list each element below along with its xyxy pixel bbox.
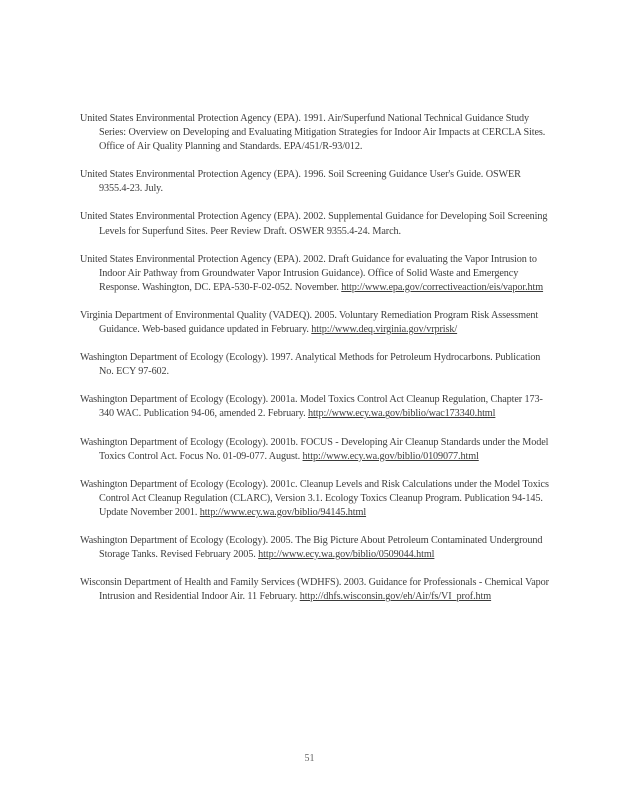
reference-link[interactable]: http://www.ecy.wa.gov/biblio/wac173340.html	[308, 408, 496, 420]
reference-text: Washington Department of Ecology (Ecology). 2001b. FOCUS - Developing Air Cleanup Standards under the Model Toxics Control Act. Focus No. 01-09-077. August.	[80, 436, 549, 462]
reference-entry	[80, 576, 550, 604]
reference-text: Washington Department of Ecology (Ecology). 2005. The Big Picture About Petroleum Contaminated Underground Storage Tanks. Revised February 2005.	[80, 534, 543, 561]
reference-link[interactable]: http://www.ecy.wa.gov/biblio/94145.html	[199, 506, 367, 518]
reference-link[interactable]: http://www.ecy.wa.gov/biblio/0509044.html	[258, 549, 435, 561]
reference-text: Washington Department of Ecology (Ecology). 1997. Analytical Methods for Petroleum Hydrocarbons. Publication No. ECY 97-602.	[80, 352, 541, 378]
reference-text: Washington Department of Ecology (Ecology). 2001c. Cleanup Levels and Risk Calculations under the Model Toxics Control Act Cleanup Regulation (CLARC), Version 3.1. Ecology Toxics Cleanup Program. Publication 94-145. Update November 2001.	[80, 478, 549, 518]
reference-entry	[80, 253, 550, 295]
reference-text: Wisconsin Department of Health and Family Services (WDHFS). 2003. Guidance for Professionals - Chemical Vapor Intrusion and Residential Indoor Air. 11 February.	[80, 577, 549, 603]
reference-text: Virginia Department of Environmental Quality (VADEQ). 2005. Voluntary Remediation Program Risk Assessment Guidance. Web-based guidance updated in February.	[80, 309, 539, 336]
reference-entry	[80, 210, 550, 238]
reference-entry	[80, 168, 550, 196]
reference-link[interactable]: http://www.ecy.wa.gov/biblio/0109077.html	[302, 450, 479, 462]
reference-entry	[80, 534, 550, 562]
reference-text: United States Environmental Protection Agency (EPA). 1991. Air/Superfund National Technical Guidance Study Series: Overview on Developing and Evaluating Mitigation Strategies for Indoor Air Impacts at CERCLA Sites. Office of Air Quality Planning and Standards. EPA/451/R-93/012.	[80, 113, 546, 153]
reference-entry	[80, 112, 550, 154]
reference-text: United States Environmental Protection Agency (EPA). 2002. Draft Guidance for evaluating the Vapor Intrusion to Indoor Air Pathway from Groundwater Vapor Intrusion Guidance). Office of Solid Waste and Emergency Response. Washington, DC. EPA-530-F-02-052. November.	[80, 253, 537, 293]
reference-text: Washington Department of Ecology (Ecology). 2001a. Model Toxics Control Act Cleanup Regulation, Chapter 173-340 WAC. Publication 94-06, amended 2. February.	[80, 394, 543, 420]
reference-entry	[80, 309, 550, 337]
reference-text: United States Environmental Protection Agency (EPA). 1996. Soil Screening Guidance User's Guide. OSWER 9355.4-23. July.	[80, 169, 521, 195]
reference-entry	[80, 393, 550, 421]
reference-list	[80, 112, 550, 604]
reference-entry	[80, 351, 550, 379]
reference-link[interactable]: http://www.deq.virginia.gov/vrprisk/	[311, 324, 458, 336]
reference-link[interactable]: http://dhfs.wisconsin.gov/eh/Air/fs/VI_prof.htm	[299, 591, 492, 603]
page-number: 51	[304, 753, 315, 764]
reference-entry	[80, 478, 550, 520]
reference-link[interactable]: http://www.epa.gov/correctiveaction/eis/vapor.htm	[341, 281, 544, 293]
reference-entry	[80, 436, 550, 464]
reference-text: United States Environmental Protection Agency (EPA). 2002. Supplemental Guidance for Developing Soil Screening Levels for Superfund Sites. Peer Review Draft. OSWER 9355.4-24. March.	[80, 211, 548, 237]
